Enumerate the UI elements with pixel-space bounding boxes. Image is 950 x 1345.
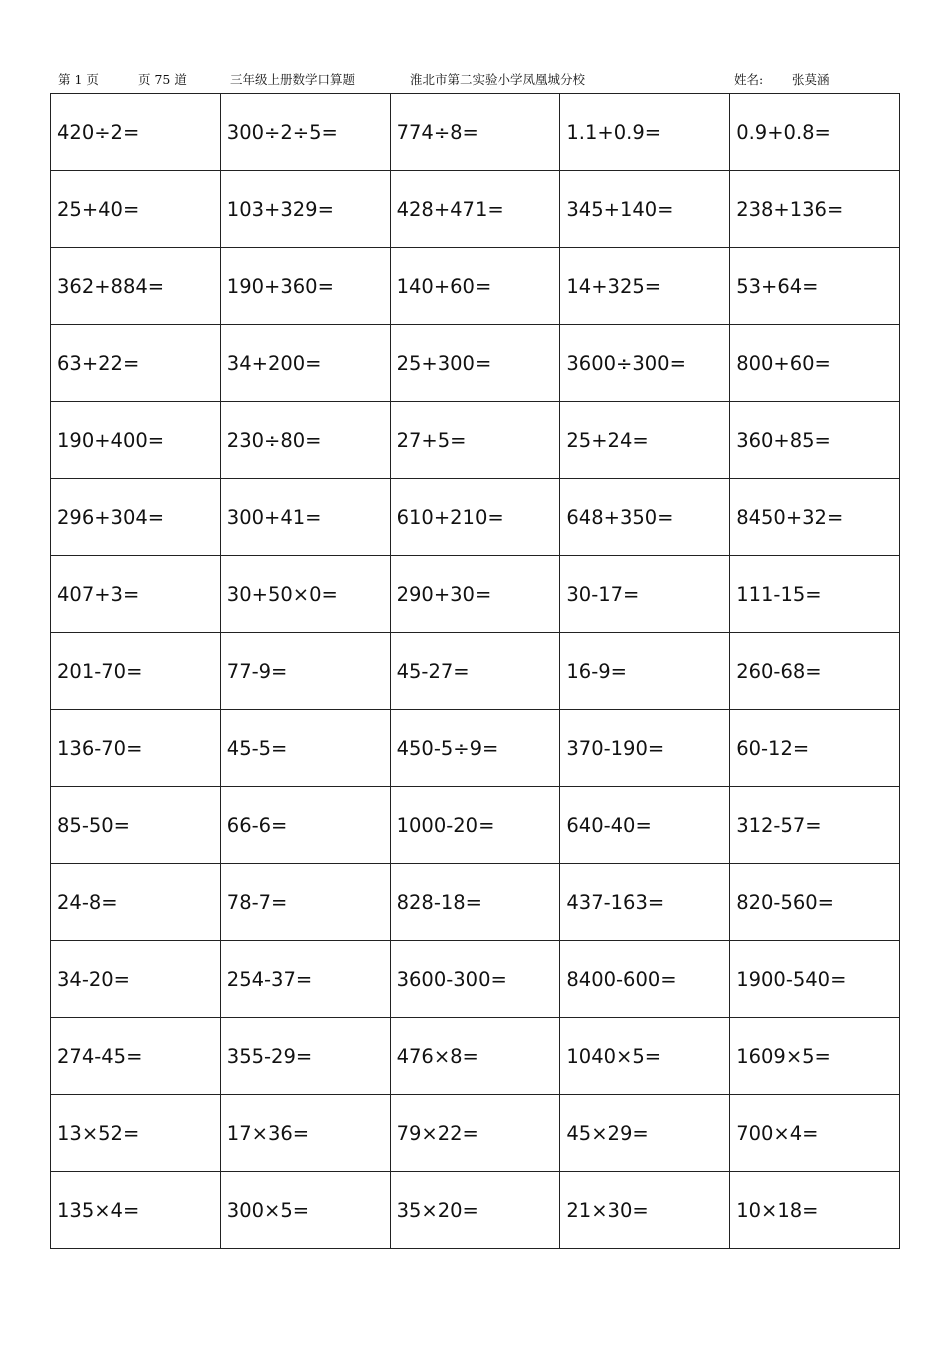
problem-cell: 135×4= — [51, 1172, 221, 1249]
problem-cell: 136-70= — [51, 710, 221, 787]
problem-cell: 450-5÷9= — [390, 710, 560, 787]
problem-cell: 79×22= — [390, 1095, 560, 1172]
problem-cell: 30+50×0= — [220, 556, 390, 633]
problem-cell: 30-17= — [560, 556, 730, 633]
problem-cell: 35×20= — [390, 1172, 560, 1249]
problem-cell: 360+85= — [730, 402, 900, 479]
problem-row — [51, 248, 900, 325]
problem-cell: 140+60= — [390, 248, 560, 325]
problem-cell: 1040×5= — [560, 1018, 730, 1095]
problem-cell: 111-15= — [730, 556, 900, 633]
problem-cell: 25+24= — [560, 402, 730, 479]
problem-cell: 77-9= — [220, 633, 390, 710]
problem-cell: 437-163= — [560, 864, 730, 941]
name-label: 姓名: — [734, 72, 764, 87]
problem-cell: 362+884= — [51, 248, 221, 325]
problem-cell: 63+22= — [51, 325, 221, 402]
school-name: 淮北市第二实验小学凤凰城分校 — [410, 72, 586, 87]
problem-cell: 1.1+0.9= — [560, 94, 730, 171]
problem-cell: 296+304= — [51, 479, 221, 556]
problem-cell: 428+471= — [390, 171, 560, 248]
problem-cell: 300+41= — [220, 479, 390, 556]
page-header — [58, 70, 900, 88]
problem-row — [51, 556, 900, 633]
problem-row — [51, 941, 900, 1018]
problem-row — [51, 402, 900, 479]
problem-cell: 260-68= — [730, 633, 900, 710]
problem-cell: 85-50= — [51, 787, 221, 864]
problem-row — [51, 864, 900, 941]
problem-cell: 290+30= — [390, 556, 560, 633]
problem-row — [51, 633, 900, 710]
problem-cell: 45-27= — [390, 633, 560, 710]
problem-cell: 24-8= — [51, 864, 221, 941]
problem-cell: 190+400= — [51, 402, 221, 479]
page-number: 第 1 页 — [58, 72, 99, 87]
problem-cell: 254-37= — [220, 941, 390, 1018]
problem-cell: 45×29= — [560, 1095, 730, 1172]
problem-cell: 800+60= — [730, 325, 900, 402]
problem-cell: 34+200= — [220, 325, 390, 402]
problem-cell: 34-20= — [51, 941, 221, 1018]
problem-cell: 201-70= — [51, 633, 221, 710]
problem-cell: 27+5= — [390, 402, 560, 479]
problem-row — [51, 94, 900, 171]
problem-cell: 370-190= — [560, 710, 730, 787]
problem-cell: 8400-600= — [560, 941, 730, 1018]
problem-cell: 610+210= — [390, 479, 560, 556]
problem-cell: 17×36= — [220, 1095, 390, 1172]
problem-cell: 25+300= — [390, 325, 560, 402]
problem-cell: 274-45= — [51, 1018, 221, 1095]
problem-cell: 78-7= — [220, 864, 390, 941]
problem-cell: 10×18= — [730, 1172, 900, 1249]
problem-cell: 14+325= — [560, 248, 730, 325]
problem-cell: 640-40= — [560, 787, 730, 864]
problem-row — [51, 710, 900, 787]
problem-cell: 190+360= — [220, 248, 390, 325]
problem-cell: 1900-540= — [730, 941, 900, 1018]
problem-cell: 312-57= — [730, 787, 900, 864]
problem-cell: 345+140= — [560, 171, 730, 248]
problem-cell: 476×8= — [390, 1018, 560, 1095]
problem-cell: 355-29= — [220, 1018, 390, 1095]
problem-cell: 16-9= — [560, 633, 730, 710]
problem-cell: 60-12= — [730, 710, 900, 787]
problem-cell: 3600-300= — [390, 941, 560, 1018]
worksheet-title: 三年级上册数学口算题 — [230, 72, 356, 87]
problem-cell: 820-560= — [730, 864, 900, 941]
problem-row — [51, 1095, 900, 1172]
problem-cell: 45-5= — [220, 710, 390, 787]
problem-grid — [50, 93, 900, 1249]
problem-cell: 774÷8= — [390, 94, 560, 171]
problem-cell: 300×5= — [220, 1172, 390, 1249]
problem-cell: 53+64= — [730, 248, 900, 325]
question-count: 页 75 道 — [138, 72, 187, 87]
problem-row — [51, 787, 900, 864]
problem-row — [51, 479, 900, 556]
problem-cell: 1609×5= — [730, 1018, 900, 1095]
problem-cell: 0.9+0.8= — [730, 94, 900, 171]
problem-row — [51, 171, 900, 248]
problem-cell: 300÷2÷5= — [220, 94, 390, 171]
problem-cell: 230÷80= — [220, 402, 390, 479]
problem-cell: 25+40= — [51, 171, 221, 248]
problem-cell: 3600÷300= — [560, 325, 730, 402]
problem-cell: 21×30= — [560, 1172, 730, 1249]
problem-cell: 700×4= — [730, 1095, 900, 1172]
problem-cell: 828-18= — [390, 864, 560, 941]
problem-cell: 13×52= — [51, 1095, 221, 1172]
student-name: 张莫涵 — [792, 72, 830, 87]
problem-row — [51, 325, 900, 402]
problem-cell: 648+350= — [560, 479, 730, 556]
problem-row — [51, 1172, 900, 1249]
problem-cell: 8450+32= — [730, 479, 900, 556]
problem-row — [51, 1018, 900, 1095]
problem-cell: 103+329= — [220, 171, 390, 248]
problem-cell: 407+3= — [51, 556, 221, 633]
problem-cell: 1000-20= — [390, 787, 560, 864]
problem-cell: 420÷2= — [51, 94, 221, 171]
problem-cell: 66-6= — [220, 787, 390, 864]
problem-cell: 238+136= — [730, 171, 900, 248]
